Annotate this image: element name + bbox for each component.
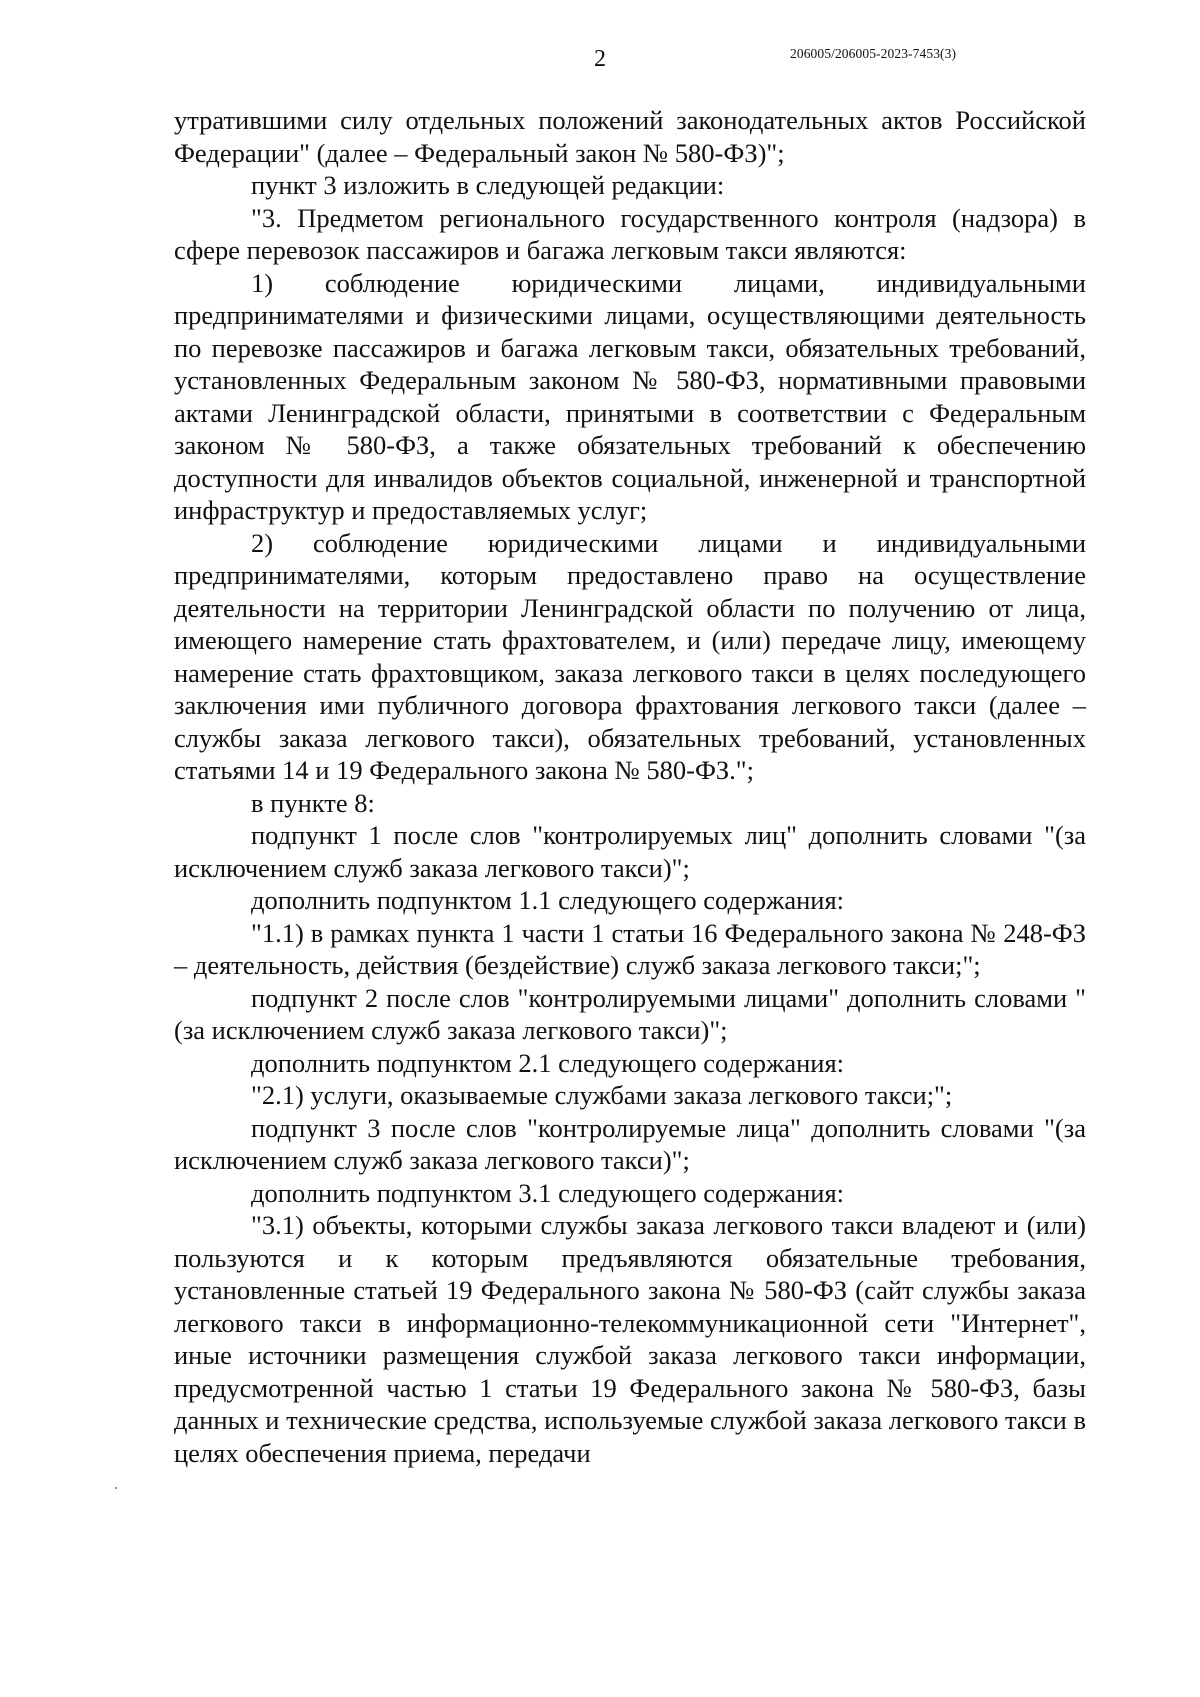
page-number: 2 bbox=[594, 46, 606, 72]
paragraph-13: подпункт 3 после слов "контролируемые лица" дополнить словами "(за исключением служб заказа легкового такси)"; bbox=[174, 1112, 1086, 1175]
paragraph-7: подпункт 1 после слов "контролируемых лиц" дополнить словами "(за исключением служб заказа легкового такси)"; bbox=[174, 820, 1086, 883]
paragraph-12: "2.1) услуги, оказываемые службами заказа легкового такси;"; bbox=[251, 1080, 953, 1110]
paragraph-14: дополнить подпунктом 3.1 следующего содержания: bbox=[251, 1177, 845, 1208]
paragraph-15: "3.1) объекты, которыми службы заказа легкового такси владеют и (или) пользуются и к которым предъявляются обязательные требования, установленные статьей 19 Федерального закона № 580-ФЗ (сайт службы заказа легкового такси в информационно-телекоммуникационной сети "Интернет", иные источники размещения службой заказа легкового такси информации, предусмотренной частью 1 статьи 19 Федерального закона № 580-ФЗ, базы данных и технические средства, используемые службой заказа легкового такси в целях обеспечения приема, передачи bbox=[174, 1210, 1086, 1468]
paragraph-10: подпункт 2 после слов "контролируемыми лицами" дополнить словами "(за исключением служб заказа легкового такси)"; bbox=[174, 982, 1086, 1045]
paragraph-11: дополнить подпунктом 2.1 следующего содержания: bbox=[251, 1047, 845, 1078]
paragraph-6: в пункте 8: bbox=[251, 787, 375, 818]
scan-speck bbox=[115, 1487, 117, 1489]
document-id: 206005/206005-2023-7453(3) bbox=[790, 46, 957, 61]
paragraph-9: "1.1) в рамках пункта 1 части 1 статьи 16 Федерального закона № 248-ФЗ – деятельность, действия (бездействие) служб заказа легкового такси;"; bbox=[174, 917, 1086, 980]
paragraph-4: 1) соблюдение юридическими лицами, индивидуальными предпринимателями и физическими лицами, осуществляющими деятельность по перевозке пассажиров и багажа легковым такси, обязательных требований, установленных Федеральным законом № 580-ФЗ, нормативными правовыми актами Ленинградской области, принятыми в соответствии с Федеральным законом № 580-ФЗ, а также обязательных требований к обеспечению доступности для инвалидов объектов социальной, инженерной и транспортной инфраструктур и предоставляемых услуг; bbox=[174, 267, 1086, 525]
paragraph-3: "3. Предметом регионального государственного контроля (надзора) в сфере перевозок пассажиров и багажа легковым такси являются: bbox=[174, 202, 1086, 265]
paragraph-1: утратившими силу отдельных положений законодательных актов Российской Федерации" (далее – Федеральный закон № 580-ФЗ)"; bbox=[174, 105, 1086, 168]
paragraph-8: дополнить подпунктом 1.1 следующего содержания: bbox=[251, 885, 845, 915]
paragraph-2: пункт 3 изложить в следующей редакции: bbox=[251, 170, 725, 200]
paragraph-5: 2) соблюдение юридическими лицами и индивидуальными предпринимателями, которым предоставлено право на осуществление деятельности на территории Ленинградской области по получению от лица, имеющего намерение стать фрахтователем, и (или) передаче лицу, имеющему намерение стать фрахтовщиком, заказа легкового такси в целях последующего заключения ими публичного договора фрахтования легкового такси (далее – службы заказа легкового такси), обязательных требований, установленных статьями 14 и 19 Федерального закона № 580-ФЗ."; bbox=[174, 527, 1086, 785]
document-body bbox=[174, 104, 1086, 1469]
